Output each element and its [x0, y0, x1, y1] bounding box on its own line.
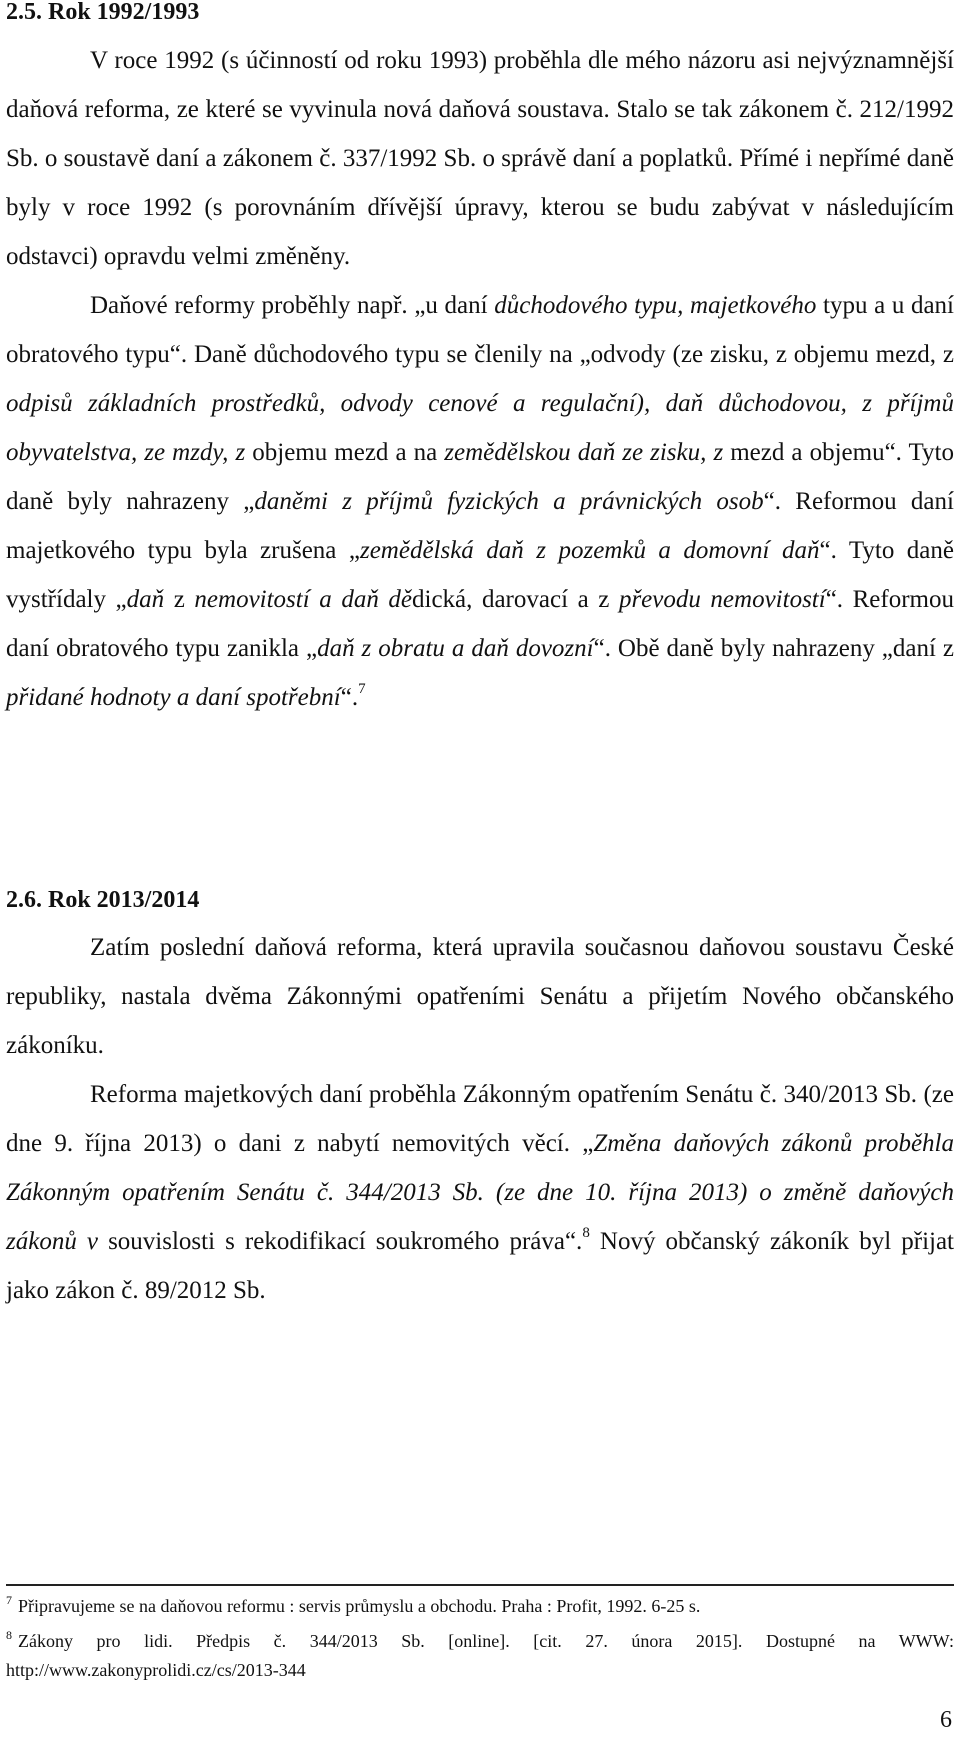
italic-run: daň [126, 586, 165, 613]
text-run: “. [340, 684, 359, 711]
footnote-separator [6, 1584, 954, 1586]
text-run: Daňové reformy proběhly např. „u daní [90, 292, 495, 319]
footnote-ref-7[interactable]: 7 [358, 681, 366, 697]
text-run: z [164, 586, 195, 613]
text-run: Nový občanský zákoník byl přijat jako zákon č. 89/2012 Sb. [6, 1228, 955, 1304]
italic-run: Změna daňových zákonů proběhla Zákonným opatřením Senátu č. 344/2013 Sb. (ze dne 10. října 2013) o změně daňových zákonů v [6, 1130, 954, 1255]
italic-run: daň z obratu a daň dovozní [317, 635, 594, 662]
paragraph-reform-types [6, 281, 954, 722]
text-run: Reforma majetkových daní proběhla Zákonným opatřením Senátu č. 340/2013 Sb. (ze dne 9. října 2013) o dani z nabytí nemovitých věcí. „ [6, 1081, 954, 1157]
footnote-ref-8[interactable]: 8 [582, 1225, 590, 1241]
text-run: mezd a objemu“. Tyto daně byly nahrazeny „ [6, 439, 954, 515]
footnote-number: 7 [6, 1593, 12, 1607]
paragraph-text: V roce 1992 (s účinností od roku 1993) proběhla dle mého názoru asi nejvýznamnější daňová reforma, ze které se vyvinula nová daňová soustava. Stalo se tak zákonem č. 212/1992 Sb. o soustavě daní a zákonem č. 337/1992 Sb. o správě daní a poplatků. Přímé i nepřímé daně byly v roce 1992 (s porovnáním dřívější úpravy, kterou se budu zabývat v následujícím odstavci) opravdu velmi změněny. [6, 47, 954, 270]
footnote-text: Zákony pro lidi. Předpis č. 344/2013 Sb. [online]. [cit. 27. února 2015]. Dostupné na WWW: http://www.zakonyprolidi.cz/cs/2013-344 [6, 1631, 954, 1680]
paragraph-reform-1992 [6, 36, 954, 281]
text-run: “. Tyto daně vystřídaly „ [6, 537, 954, 613]
text-run: “. Reformou daní majetkového typu byla zrušena „ [6, 488, 954, 564]
paragraph-latest-reform [6, 923, 954, 1070]
text-run: dická, darovací a z [412, 586, 619, 613]
paragraph-property-tax-reform [6, 1070, 954, 1315]
italic-run: nemovitostí a daň dě [194, 586, 412, 613]
paragraph-text: Zatím poslední daňová reforma, která upravila současnou daňovou soustavu České republiky, nastala dvěma Zákonnými opatřeními Senátu a přijetím Nového občanského zákoníku. [6, 934, 954, 1059]
footnotes [6, 1592, 954, 1691]
section-heading-1992: 2.5. Rok 1992/1993 [6, 0, 200, 25]
text-run: “. Reformou daní obratového typu zanikla „ [6, 586, 954, 662]
text-run: “. Obě daně byly nahrazeny „daní z [593, 635, 954, 662]
footnote-8 [6, 1627, 954, 1685]
italic-run: daněmi z příjmů fyzických a právnických osob [254, 488, 764, 515]
section-body-1992 [6, 36, 954, 722]
section-body-2013 [6, 923, 954, 1315]
section-heading-2013: 2.6. Rok 2013/2014 [6, 887, 200, 913]
italic-run: důchodového typu, majetkového [494, 292, 817, 319]
text-run: objemu mezd a na [245, 439, 445, 466]
footnote-number: 8 [6, 1628, 12, 1642]
italic-run: odpisů základních prostředků, odvody cenové a regulační), daň důchodovou, z příjmů obyvatelstva, ze mzdy, z [6, 390, 954, 466]
text-run: typu a u daní obratového typu“. Daně důchodového typu se členily na „odvody (ze zisku, z objemu mezd, z [6, 292, 954, 368]
italic-run: přidané hodnoty a daní spotřební [6, 684, 341, 711]
italic-run: zemědělskou daň ze zisku, z [444, 439, 724, 466]
italic-run: převodu nemovitostí [618, 586, 826, 613]
text-run: souvislosti s rekodifikací soukromého práva“. [98, 1228, 583, 1255]
page-number: 6 [940, 1707, 952, 1733]
italic-run: zemědělská daň z pozemků a domovní daň [359, 537, 820, 564]
footnote-7 [6, 1592, 954, 1621]
footnote-text: Připravujeme se na daňovou reformu : servis průmyslu a obchodu. Praha : Profit, 1992. 6-25 s. [18, 1596, 701, 1616]
